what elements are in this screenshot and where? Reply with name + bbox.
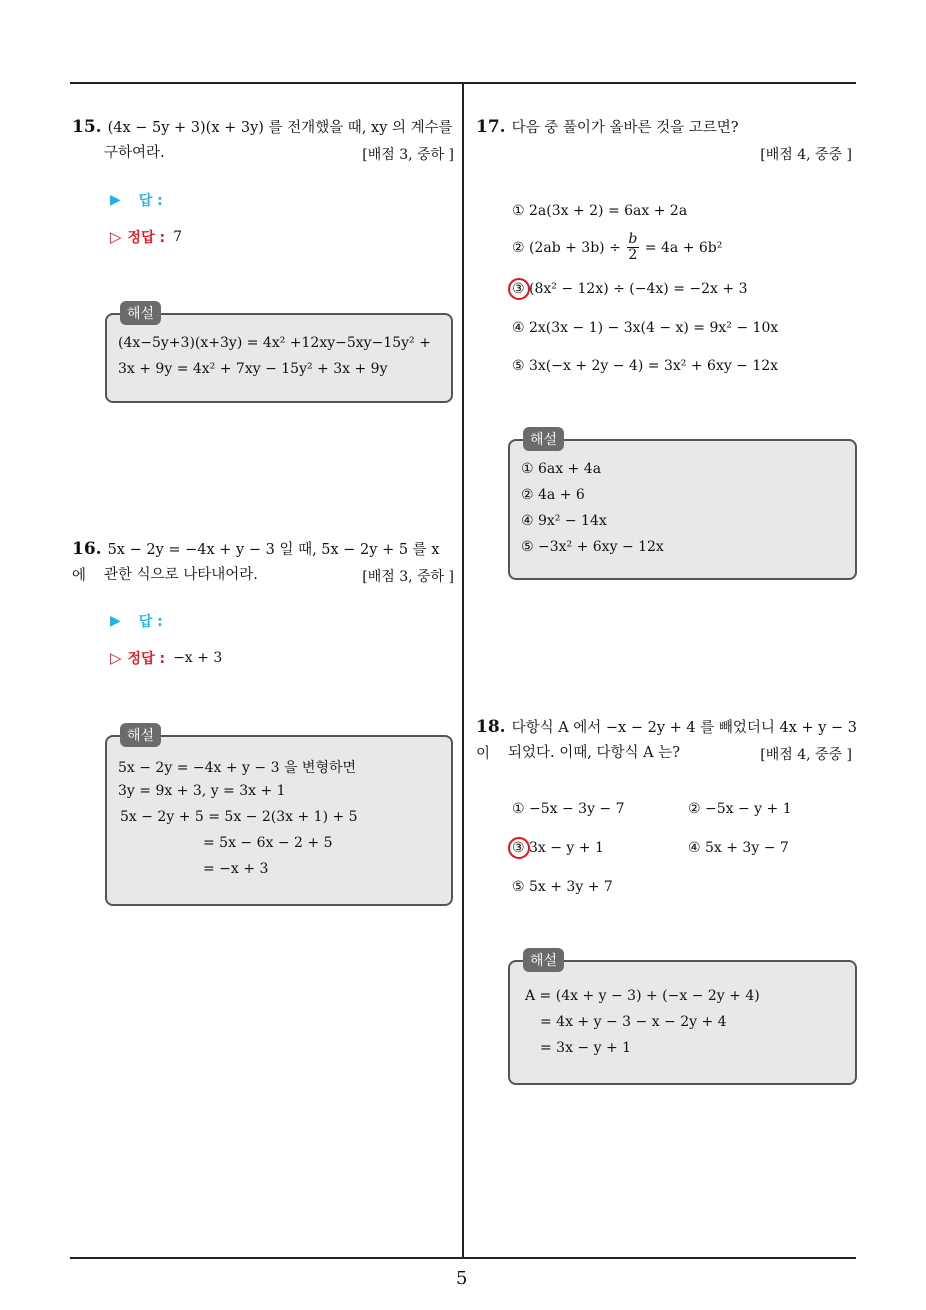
explanation-tag: 해설 bbox=[523, 948, 564, 972]
answer-label: 답 : bbox=[138, 614, 163, 630]
correct-answer-value: 7 bbox=[173, 229, 182, 245]
explanation-line: = 4x + y − 3 − x − 2y + 4 bbox=[540, 1014, 727, 1030]
correct-answer-row bbox=[110, 227, 182, 247]
question-number: 18. bbox=[476, 717, 506, 737]
question-15 bbox=[72, 114, 457, 141]
question-18-line2: 되었다. 이때, 다항식 A 는? bbox=[508, 745, 680, 761]
answer-row bbox=[110, 190, 163, 210]
question-text-line1: 5x − 2y = −4x + y − 3 일 때, 5x − 2y + 5 를 x 에 bbox=[72, 542, 440, 584]
explanation-line: 5x − 2y = −4x + y − 3 을 변형하면 bbox=[118, 760, 357, 776]
play-triangle-icon: ▶ bbox=[110, 613, 121, 629]
fraction-numerator: b bbox=[628, 231, 638, 247]
question-number: 16. bbox=[72, 539, 102, 559]
question-15-line2: 구하여라. bbox=[104, 145, 165, 161]
question-number: 17. bbox=[476, 117, 506, 137]
question-text-line1: 다음 중 풀이가 올바른 것을 고르면? bbox=[511, 120, 739, 136]
page-number: 5 bbox=[456, 1268, 468, 1289]
correct-answer-label: 정답 : bbox=[127, 230, 166, 246]
explanation-line: = 3x − y + 1 bbox=[540, 1040, 632, 1056]
correct-answer-label: 정답 : bbox=[127, 651, 166, 667]
outline-triangle-icon: ▷ bbox=[110, 649, 122, 667]
option-1: ① 2a(3x + 2) = 6ax + 2a bbox=[512, 203, 688, 219]
question-text-line1: (4x − 5y + 3)(x + 3y) 를 전개했을 때, xy 의 계수를 bbox=[107, 120, 453, 136]
explanation-line: 5x − 2y + 5 = 5x − 2(3x + 1) + 5 bbox=[120, 809, 358, 825]
explanation-line: 3y = 9x + 3, y = 3x + 1 bbox=[118, 783, 286, 799]
option-5: ⑤ 3x(−x + 2y − 4) = 3x² + 6xy − 12x bbox=[512, 358, 779, 374]
option-2-tail: = 4a + 6b² bbox=[644, 239, 723, 256]
explanation-line: A = (4x + y − 3) + (−x − 2y + 4) bbox=[525, 988, 760, 1004]
fraction bbox=[627, 232, 639, 263]
explanation-line: ② 4a + 6 bbox=[521, 487, 585, 503]
option-3: ③ (8x² − 12x) ÷ (−4x) = −2x + 3 bbox=[512, 281, 748, 297]
bottom-rule bbox=[70, 1257, 856, 1259]
option-1: ① −5x − 3y − 7 bbox=[512, 801, 625, 817]
explanation-line: = −x + 3 bbox=[203, 861, 269, 877]
play-triangle-icon: ▶ bbox=[110, 192, 121, 208]
explanation-line: ④ 9x² − 14x bbox=[521, 513, 607, 529]
explanation-line: 3x + 9y = 4x² + 7xy − 15y² + 3x + 9y bbox=[118, 361, 388, 377]
question-text-line1: 다항식 A 에서 −x − 2y + 4 를 빼었더니 4x + y − 3 이 bbox=[476, 720, 858, 762]
question-number: 15. bbox=[72, 117, 102, 137]
outline-triangle-icon: ▷ bbox=[110, 228, 122, 246]
explanation-line: ① 6ax + 4a bbox=[521, 461, 602, 477]
question-16-line2: 관한 식으로 나타내어라. bbox=[104, 567, 258, 583]
option-2 bbox=[512, 232, 722, 263]
explanation-tag: 해설 bbox=[120, 723, 161, 747]
option-2: ② −5x − y + 1 bbox=[688, 801, 792, 817]
correct-answer-row bbox=[110, 648, 222, 668]
option-2-lead: ② (2ab + 3b) ÷ bbox=[512, 239, 621, 256]
option-5: ⑤ 5x + 3y + 7 bbox=[512, 879, 613, 895]
question-17 bbox=[476, 114, 856, 141]
question-16-meta: [배점 3, 중하 ] bbox=[362, 569, 454, 585]
explanation-tag: 해설 bbox=[523, 427, 564, 451]
explanation-box bbox=[105, 313, 453, 403]
question-17-meta: [배점 4, 중중 ] bbox=[760, 147, 852, 163]
explanation-line: (4x−5y+3)(x+3y) = 4x² +12xy−5xy−15y² + bbox=[118, 335, 431, 351]
answer-row bbox=[110, 611, 163, 631]
option-3: ③ 3x − y + 1 bbox=[512, 840, 604, 856]
explanation-line: = 5x − 6x − 2 + 5 bbox=[203, 835, 333, 851]
question-18-meta: [배점 4, 중중 ] bbox=[760, 747, 852, 763]
fraction-denominator: 2 bbox=[628, 247, 638, 263]
explanation-tag: 해설 bbox=[120, 301, 161, 325]
option-4: ④ 2x(3x − 1) − 3x(4 − x) = 9x² − 10x bbox=[512, 320, 779, 336]
column-divider bbox=[462, 82, 464, 1259]
question-15-meta: [배점 3, 중하 ] bbox=[362, 147, 454, 163]
option-4: ④ 5x + 3y − 7 bbox=[688, 840, 789, 856]
explanation-line: ⑤ −3x² + 6xy − 12x bbox=[521, 539, 664, 555]
answer-label: 답 : bbox=[138, 193, 163, 209]
correct-answer-value: −x + 3 bbox=[173, 650, 223, 666]
